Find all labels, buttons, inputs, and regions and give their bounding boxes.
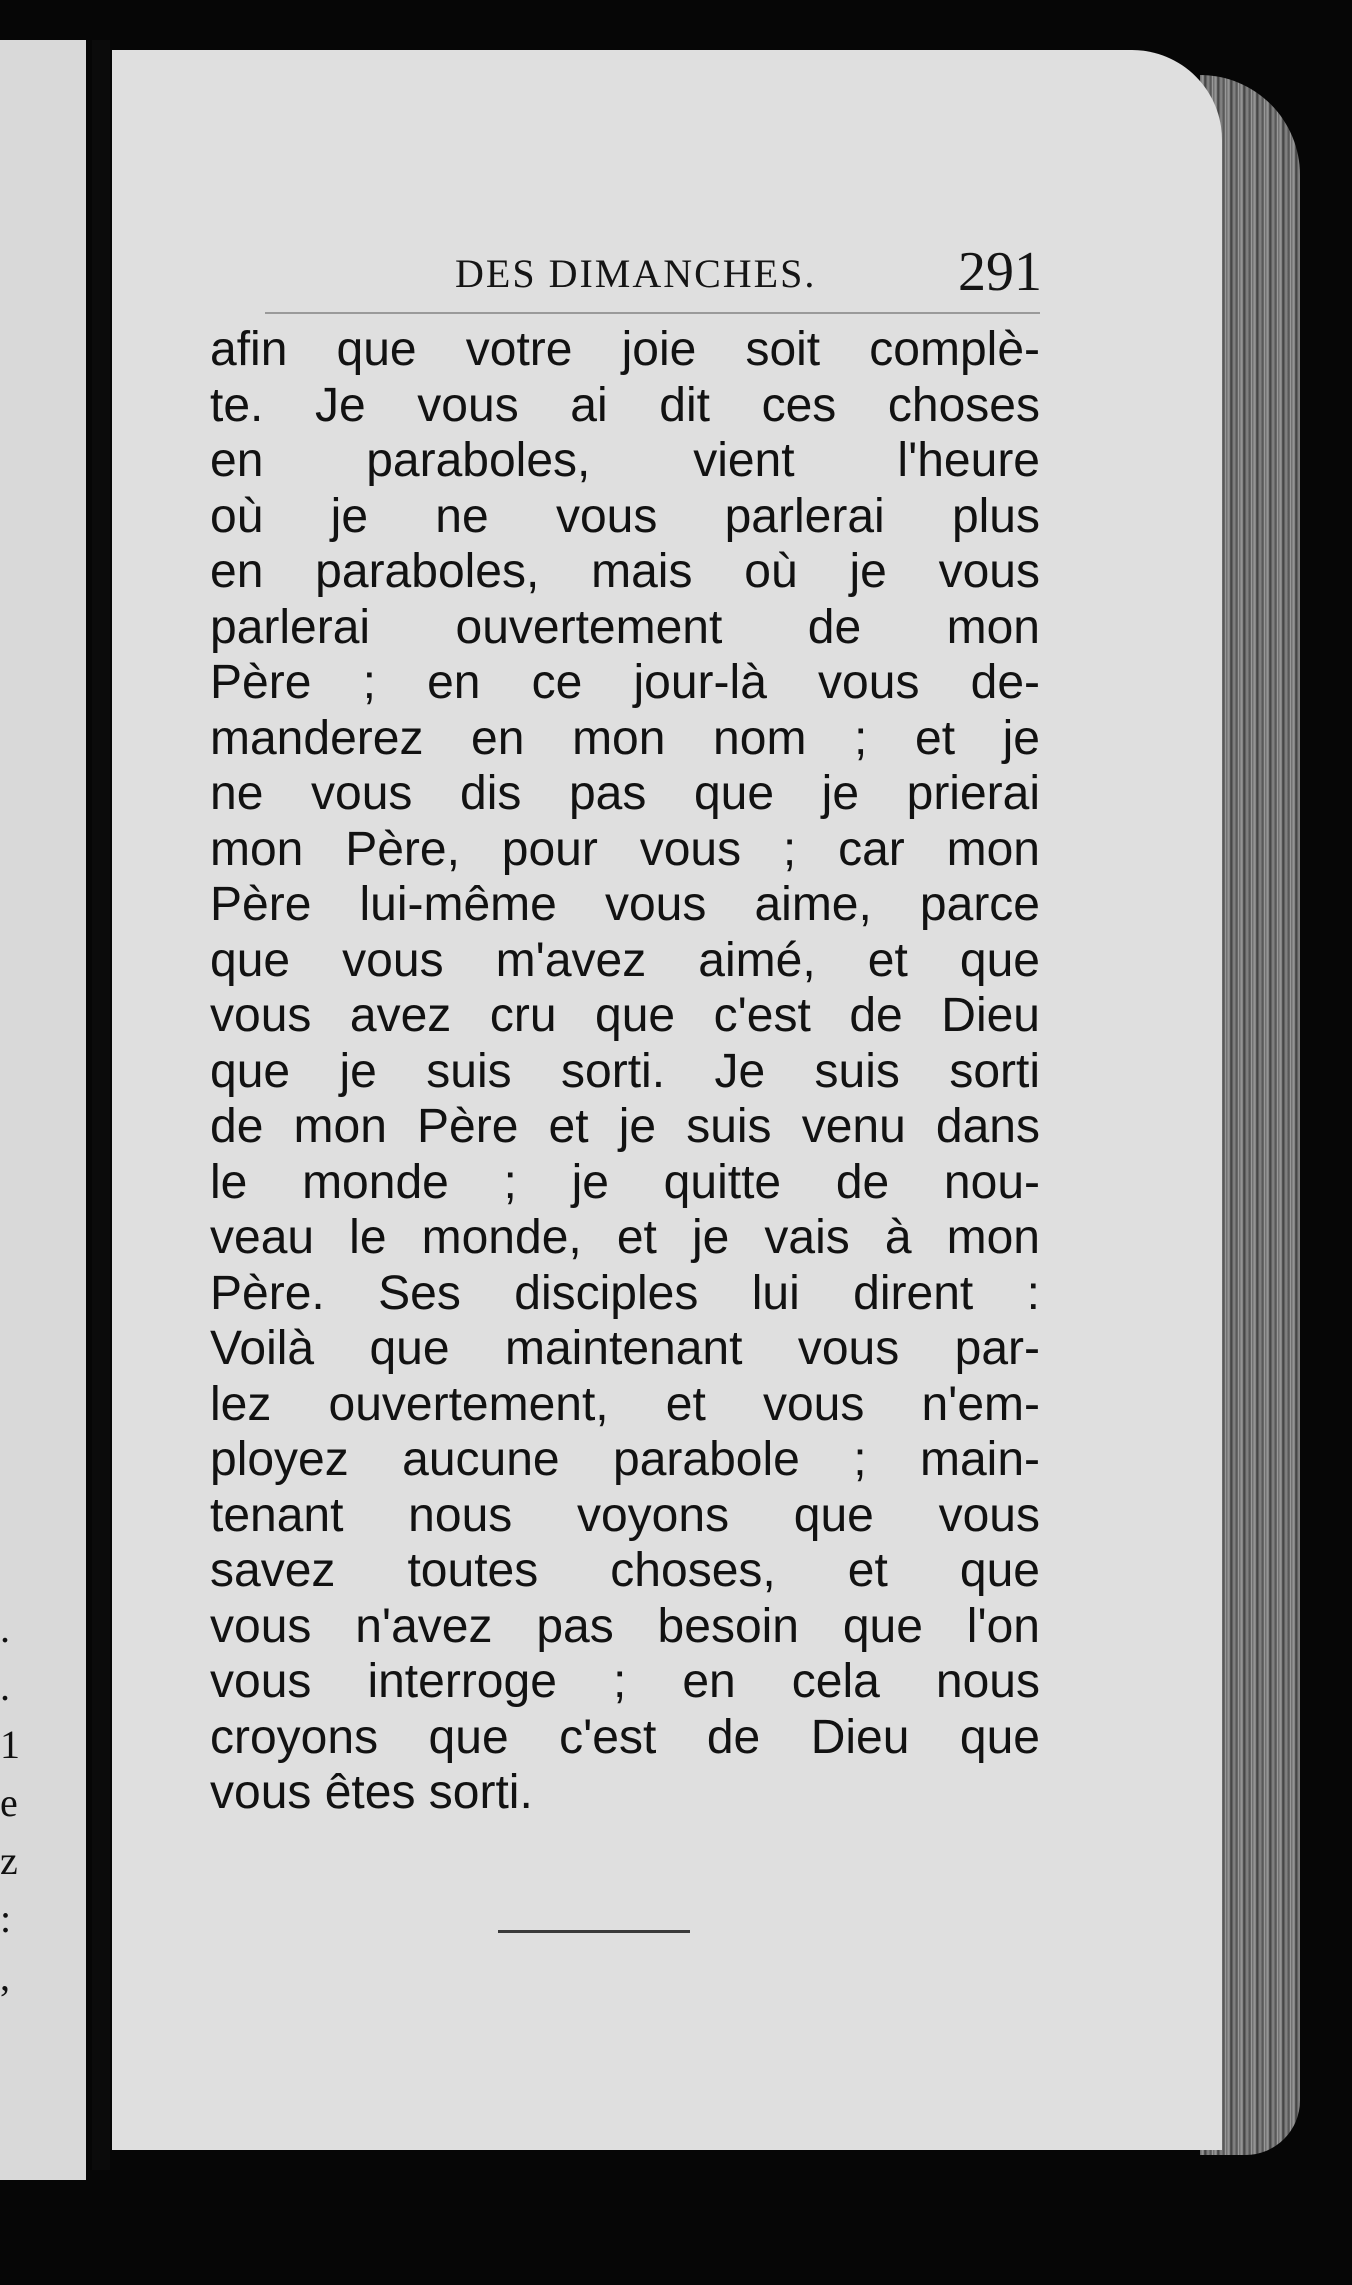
- text-line: Voilà que maintenant vous par-: [210, 1322, 1040, 1375]
- text-line: veau le monde, et je vais à mon: [210, 1211, 1040, 1264]
- prev-edge-char: ,: [0, 1954, 10, 1999]
- text-line: ne vous dis pas que je prierai: [210, 767, 1040, 820]
- body-text: [210, 322, 1040, 1821]
- text-line: lez ouvertement, et vous n'em-: [210, 1377, 1040, 1431]
- text-line: Père. Ses disciples lui dirent :: [210, 1266, 1040, 1320]
- running-head: [455, 240, 1055, 320]
- header-rule: [265, 312, 1040, 314]
- text-line: que je suis sorti. Je suis sorti: [210, 1044, 1040, 1098]
- text-line: le monde ; je quitte de nou-: [210, 1155, 1040, 1209]
- text-line: où je ne vous parlerai plus: [210, 489, 1040, 543]
- previous-page-edge-text: [0, 1600, 20, 2006]
- text-line: de mon Père et je suis venu dans: [210, 1100, 1040, 1153]
- text-line: vous interroge ; en cela nous: [210, 1655, 1040, 1708]
- text-line: mon Père, pour vous ; car mon: [210, 822, 1040, 876]
- end-rule: [498, 1930, 690, 1933]
- book-gutter: [92, 40, 110, 2170]
- text-line: te. Je vous ai dit ces choses: [210, 378, 1040, 432]
- text-line: afin que votre joie soit complè-: [210, 323, 1040, 376]
- text-line: ployez aucune parabole ; main-: [210, 1433, 1040, 1486]
- text-line: vous n'avez pas besoin que l'on: [210, 1599, 1040, 1653]
- prev-edge-char: :: [0, 1896, 12, 1941]
- text-line: parlerai ouvertement de mon: [210, 600, 1040, 654]
- previous-page: [0, 40, 86, 2180]
- prev-edge-char: 1: [0, 1722, 20, 1767]
- text-line: vous êtes sorti.: [210, 1766, 533, 1819]
- prev-edge-char: z: [0, 1838, 18, 1883]
- prev-edge-char: e: [0, 1780, 18, 1825]
- text-line: Père lui-même vous aime, parce: [210, 878, 1040, 931]
- prev-edge-char: .: [0, 1664, 10, 1709]
- page-number: 291: [958, 241, 1042, 303]
- text-line: tenant nous voyons que vous: [210, 1488, 1040, 1542]
- text-line: vous avez cru que c'est de Dieu: [210, 989, 1040, 1042]
- text-line: manderez en mon nom ; et je: [210, 711, 1040, 765]
- prev-edge-char: .: [0, 1606, 10, 1651]
- running-title: DES DIMANCHES.: [455, 251, 817, 296]
- text-line: Père ; en ce jour-là vous de-: [210, 656, 1040, 709]
- text-line: en paraboles, vient l'heure: [210, 434, 1040, 487]
- text-line: croyons que c'est de Dieu que: [210, 1710, 1040, 1764]
- text-line: savez toutes choses, et que: [210, 1544, 1040, 1597]
- text-line: que vous m'avez aimé, et que: [210, 933, 1040, 987]
- text-line: en paraboles, mais où je vous: [210, 545, 1040, 598]
